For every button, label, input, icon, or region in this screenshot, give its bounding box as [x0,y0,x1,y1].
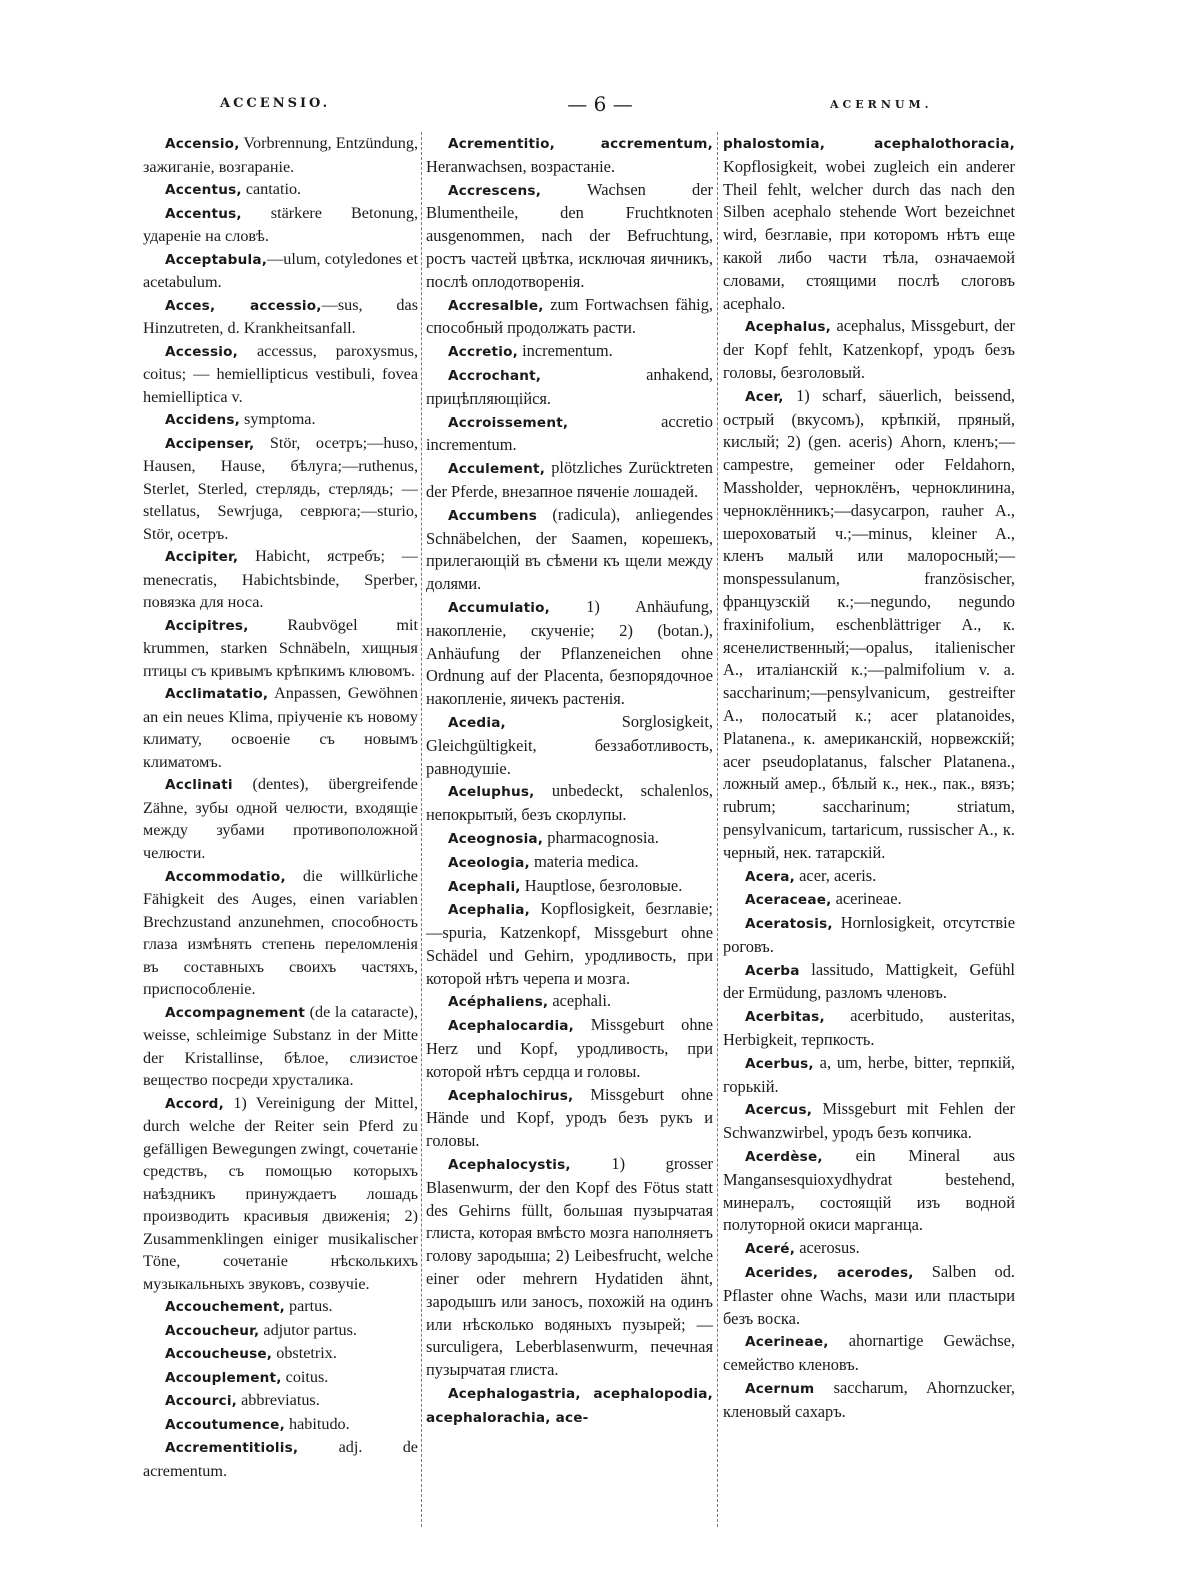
entry-definition: zum Fortwachsen fähig, способный продолжать расти. [426,294,713,338]
dictionary-entry [426,990,713,1014]
dictionary-entry [426,780,713,827]
dictionary-entry [723,1005,1015,1052]
entry-headword: Aceratosis, [745,916,833,933]
entry-headword: Accroissement, [448,414,569,431]
entry-definition: abbreviatus. [237,1391,320,1410]
dictionary-entry [143,614,418,683]
entry-definition: acephalus, Missgeburt, der der Kopf fehlt, Katzenkopf, уродъ безъ головы, безголовый. [723,316,1015,382]
dictionary-entry [426,364,713,411]
entry-headword: Acephalus, [745,319,831,336]
column-divider-2 [717,132,718,1527]
entry-definition: —sus, das Hinzutreten, d. Krankheitsanfall. [143,295,418,338]
entry-headword: Acerbitas, [745,1009,825,1026]
header-right-catchword: ACERNUM. [830,98,933,111]
entry-headword: Acclimatatio, [165,686,269,703]
entry-headword: Acrementitio, accrementum, [448,136,713,152]
entry-headword: Accipiter, [165,549,239,566]
entry-headword: Acerdèse, [745,1149,823,1166]
dictionary-entry [143,1342,418,1366]
entry-definition: Sorglosigkeit, Gleichgültigkeit, беззаботливость, равнодушіе. [426,711,713,778]
dictionary-entry [723,1145,1015,1237]
dictionary-entry [143,1366,418,1390]
dictionary-entry [426,457,713,504]
dictionary-entry [723,865,1015,889]
dictionary-entry [143,1436,418,1482]
entry-definition: Habicht, ястребъ; — menecratis, Habichtsbinde, Sperber, повязка для носа. [143,547,418,612]
dictionary-entry [426,898,713,990]
entry-headword: Accouchement, [165,1299,285,1316]
entry-definition: acerosus. [795,1238,860,1258]
entry-headword: Acercus, [745,1102,813,1119]
entry-definition: accessus, paroxysmus, coitus; — hemiellipticus vestibuli, fovea hemielliptica v. [143,341,418,406]
entry-headword: Accresalble, [448,297,544,314]
dictionary-entry [143,294,418,340]
entry-headword: Acces, accessio, [165,297,322,314]
entry-definition: adj. de acrementum. [143,1438,418,1480]
entry-definition: coitus. [281,1367,329,1386]
dictionary-entry [723,132,1015,315]
dictionary-entry [723,1377,1015,1424]
dictionary-entry [723,1052,1015,1099]
entry-definition: Vorbrennung, Entzündung, зажиганіе, возгараніе. [143,134,418,176]
dictionary-entry [143,682,418,773]
entry-definition: acephali. [548,991,612,1011]
entry-headword: Aceraceae, [745,892,832,909]
dictionary-entry [426,132,713,179]
header-left-catchword: ACCENSIO. [220,96,331,111]
entry-definition: Anpassen, Gewöhnen an ein neues Klima, пріученіе къ новому климату, освоеніе съ новымъ климатомъ. [143,684,418,771]
column-2 [426,132,713,1532]
entry-definition: 1) Vereinigung der Mittel, durch welche der Reiter sein Pferd zu gefälligen Bewegungen zwingt, сочетаніе средствъ, съ помощью которыхъ наѣздникъ принуждаетъ лошадь производить красивыя движенія; 2) Zusammenklingen einiger musikalischer Töne, сочетаніе нѣсколькихъ музыкальныхъ звуковъ, созвучіе. [143,1093,418,1293]
dictionary-entry [723,1330,1015,1377]
dictionary-entry [143,1319,418,1343]
entry-definition: Heranwachsen, возрастаніе. [426,156,616,176]
entry-headword: Acculement, [448,461,546,478]
entry-headword: Aceluphus, [448,784,535,801]
entry-headword: Accrescens, [448,182,542,199]
entry-definition: a, um, herbe, bitter, терпкій, горькій. [723,1052,1015,1096]
entry-headword: Accumbens [448,507,537,524]
text-columns [143,132,1038,1552]
entry-definition: Kopflosigkeit, безглавіе;—spuria, Katzenkopf, Missgeburt ohne Schädel und Gehirn, уродливость, при которой нѣтъ черепа и мозга. [426,899,713,988]
entry-headword: Accord, [165,1095,224,1112]
entry-headword: Accipitres, [165,617,249,634]
entry-definition: unbedeckt, schalenlos, непокрытый, безъ скорлупы. [426,781,713,825]
entry-definition: Wachsen der Blumentheile, den Fruchtknoten ausgenommen, nach der Befruchtung, ростъ частей цвѣтка, исключая яичникъ, послѣ оплодотворенія. [426,179,713,291]
entry-definition: 1) grosser Blasenwurm, der den Kopf des Fötus statt des Gehirns füllt, большая пузырчатая глиста, которая вмѣсто мозга наполняетъ голову зародыша; 2) Leibesfrucht, welche einer oder mehrern Hydatiden ähnt, зародышъ или заносъ, похожій на одинъ или нѣсколько водяныхъ пузырей; — surculigera, Leberblasenwurm, печечная пузырчатая глиста. [426,1154,713,1380]
entry-headword: Acephalocardia, [448,1018,575,1035]
running-header [0,92,1191,126]
entry-headword: Accommodatio, [165,868,286,885]
entry-definition: accretio incrementum. [426,411,713,455]
entry-headword: Accompagnement [165,1004,306,1021]
dictionary-entry [426,411,713,458]
entry-definition: Missgeburt ohne Hände und Kopf, уродъ безъ рукъ и головы. [426,1084,713,1151]
dictionary-entry [143,773,418,864]
dictionary-entry [426,711,713,780]
entry-headword: Accessio, [165,343,239,360]
entry-headword: Acera, [745,868,796,885]
entry-definition: pharmacognosia. [543,827,659,847]
entry-definition: plötzliches Zurücktreten der Pferde, внезапное пяченіе лошадей. [426,458,713,501]
entry-headword: Accoucheuse, [165,1346,273,1363]
entry-definition: ahornartige Gewächse, семейство кленовъ. [723,1331,1015,1375]
entry-headword: Acclinati [165,777,233,794]
entry-headword: Acephali, [448,878,521,895]
entry-definition: partus. [284,1297,333,1316]
dictionary-entry [723,1237,1015,1261]
dictionary-entry [723,385,1015,865]
entry-definition: acer, aceris. [795,865,877,885]
dictionary-entry [143,1413,418,1437]
entry-headword: Accoutumence, [165,1416,285,1433]
entry-definition: obstetrix. [272,1344,337,1363]
dictionary-entry [143,432,418,546]
dictionary-entry [143,248,418,294]
dictionary-entry [723,1098,1015,1145]
dictionary-entry [426,179,713,294]
dictionary-entry [143,1389,418,1413]
entry-definition: Hornlosigkeit, отсутствіе роговъ. [723,913,1015,956]
dictionary-entry [426,827,713,851]
dictionary-entry [723,959,1015,1006]
entry-headword: Accentus, [165,182,242,199]
column-3 [723,132,1015,1532]
entry-definition: acerineae. [831,889,902,909]
entry-headword: Accentus, [165,205,242,222]
entry-definition: Missgeburt ohne Herz und Kopf, уродливость, при которой нѣтъ сердца и головы. [426,1015,713,1081]
entry-definition: Hauptlose, безголовые. [520,875,683,895]
entry-headword: Acer, [745,388,784,405]
entry-definition: Kopflosigkeit, wobei zugleich ein anderer Theil fehlt, welcher durch das nach den Silben acephalo stehende Wort bezeichnet wird, безглавіе, при которомъ нѣтъ еще какой либо части тѣла, означаемой словами, стоящими послѣ слоговъ acephalo. [723,156,1015,313]
entry-definition: Salben od. Pflaster ohne Wachs, мази или пластыри безъ воска. [723,1262,1015,1328]
entry-definition: Missgeburt mit Fehlen der Schwanzwirbel, уродъ безъ копчика. [723,1099,1015,1143]
entry-definition: 1) Anhäufung, накопленіе, скученіе; 2) (botan.), Anhäufung der Pflanzeneichen ohne Ordnung auf der Placenta, безпорядочное накопленіе, яичекъ растенія. [426,596,713,709]
dictionary-entry [143,1001,418,1092]
dictionary-entry [426,1014,713,1083]
dictionary-entry [143,408,418,432]
dictionary-entry [426,1153,713,1382]
dictionary-entry [143,1295,418,1319]
entry-headword: Aceré, [745,1241,796,1258]
entry-headword: Accourci, [165,1393,238,1410]
dictionary-entry [426,1084,713,1153]
entry-headword: Accrementitiolis, [165,1440,299,1457]
entry-definition: stärkere Betonung, ударенiе на словѣ. [143,203,418,246]
dictionary-entry [426,340,713,364]
entry-headword: Accipenser, [165,435,255,452]
entry-definition: symptoma. [239,410,316,429]
entry-headword: Acceptabula, [165,251,268,268]
entry-headword: Accumulatio, [448,599,551,616]
entry-headword: Acephalochirus, [448,1087,574,1104]
entry-headword: Accretio, [448,344,519,361]
dictionary-entry [143,1092,418,1296]
dictionary-entry [143,178,418,202]
entry-definition: habitudo. [284,1414,350,1433]
dictionary-entry [143,545,418,614]
entry-headword: Accensio, [165,136,240,152]
entry-definition: (dentes), übergreifende Zähne, зубы одной челюсти, входящіе между зубами противоположной челюсти. [143,775,418,862]
dictionary-entry [426,504,713,596]
dictionary-entry [723,912,1015,959]
entry-headword: Acerineae, [745,1334,829,1351]
entry-headword: Acerba [745,962,800,979]
dictionary-entry [426,875,713,899]
entry-headword: Acephalogastria, acephalopodia, acephalorachia, ace- [426,1386,713,1426]
entry-definition: anhakend, прицѣпляющійся. [426,364,713,408]
entry-definition: adjutor partus. [259,1320,357,1339]
entry-definition: materia medica. [529,851,639,871]
column-divider-1 [421,132,422,1527]
dictionary-entry [426,294,713,341]
entry-definition: 1) scharf, säuerlich, beissend, острый (вкусомъ), крѣпкій, пряный, кислый; 2) (gen. aceris) Ahorn, кленъ;—campestre, gemeiner oder Feldahorn, Massholder, черноклёнъ, черноклинина, черноклённикъ;—dasycarpon, rauher A., шероховатый ч.;—minus, kleiner A., кленъ малый или малоросный;—monspessulanum, französischer, французскій к.;—negundo, negundo fraxinifolium, eschenblättriger A., к. ясенелиственный;—opalus, italienischer A., италіанскій к.;—palmifolium v. a. saccharinum;—pensylvanicum, gestreifter A., полосатый к.; acer platanoides, Platanena., к. американскій, норвежскій; acer pseudoplatanus, falscher Platanena., ложный амер., бѣлый к., нек., пак., вязъ; rubrum; saccharinum; striatum, pensylvanicum, tartaricum, russischer A., к. черный, нек. татарскій. [723,385,1015,862]
dictionary-entry [723,315,1015,384]
dictionary-entry [426,1382,713,1430]
entry-headword: Aceognosia, [448,830,544,847]
entry-headword: Accidens, [165,412,240,429]
entry-definition: incrementum. [518,341,613,361]
entry-headword: Accrochant, [448,367,542,384]
entry-definition: cantatio. [241,180,302,199]
dictionary-entry [143,865,418,1001]
entry-definition: lassitudo, Mattigkeit, Gefühl der Ermüdung, разломъ членовъ. [723,959,1015,1003]
entry-headword: Acephalocystis, [448,1157,571,1174]
entry-definition: Stör, осетръ;—huso, Hausen, Hause, бѣлуга;—ruthenus, Sterlet, Sterled, стерлядь, стерлядь; —stellatus, Sewrjuga, севрюга;—sturio, Stör, осетръ. [143,433,418,543]
entry-definition: saccharum, Ahornzucker, кленовый сахаръ. [723,1378,1015,1421]
dictionary-entry [426,851,713,875]
dictionary-entry [143,132,418,178]
entry-headword: Acerides, acerodes, [745,1265,914,1282]
entry-definition: die willkürliche Fähigkeit des Auges, einen variablen Brechzustand anzunehmen, способность глаза измѣнять степень переломленія въ составныхъ своихъ частяхъ, приспособленіе. [143,866,418,999]
entry-headword: Acedia, [448,714,506,731]
entry-headword: Acernum [745,1381,815,1398]
entry-definition: acerbitudo, austeritas, Herbigkeit, терпкость. [723,1006,1015,1050]
dictionary-entry [723,1261,1015,1330]
entry-headword: Acephalia, [448,902,531,919]
entry-headword: Acerbus, [745,1055,814,1072]
entry-headword: Aceologia, [448,854,530,871]
entry-definition: —ulum, cotyledones et acetabulum. [143,249,418,292]
entry-headword: Accouplement, [165,1369,282,1386]
entry-definition: Raubvögel mit krummen, starken Schnäbeln, хищныя птицы съ кривымъ крѣпкимъ клювомъ. [143,615,418,680]
page-number: — 6 — [567,92,633,116]
dictionary-entry [426,596,713,711]
dictionary-entry [143,202,418,248]
column-1 [143,132,418,1532]
entry-headword: Acéphaliens, [448,994,549,1011]
entry-definition: (de la cataracte), weisse, schleimige Substanz in der Mitte der Kristallinse, бѣлое, слизистое вещество посреди хрусталика. [143,1002,418,1090]
dictionary-entry [723,888,1015,912]
entry-definition: ein Mineral aus Mangansesquioxydhydrat bestehend, минералъ, состоящій изъ водной полуторной окиси марганца. [723,1146,1015,1235]
dictionary-entry [143,340,418,409]
entry-definition: (radicula), anliegendes Schnäbelchen, der Saamen, корешекъ, прилегающій въ сѣмени къ щели между долями. [426,504,713,594]
entry-headword: Accoucheur, [165,1322,260,1339]
entry-headword: phalostomia, acephalothoracia, [723,136,1015,152]
